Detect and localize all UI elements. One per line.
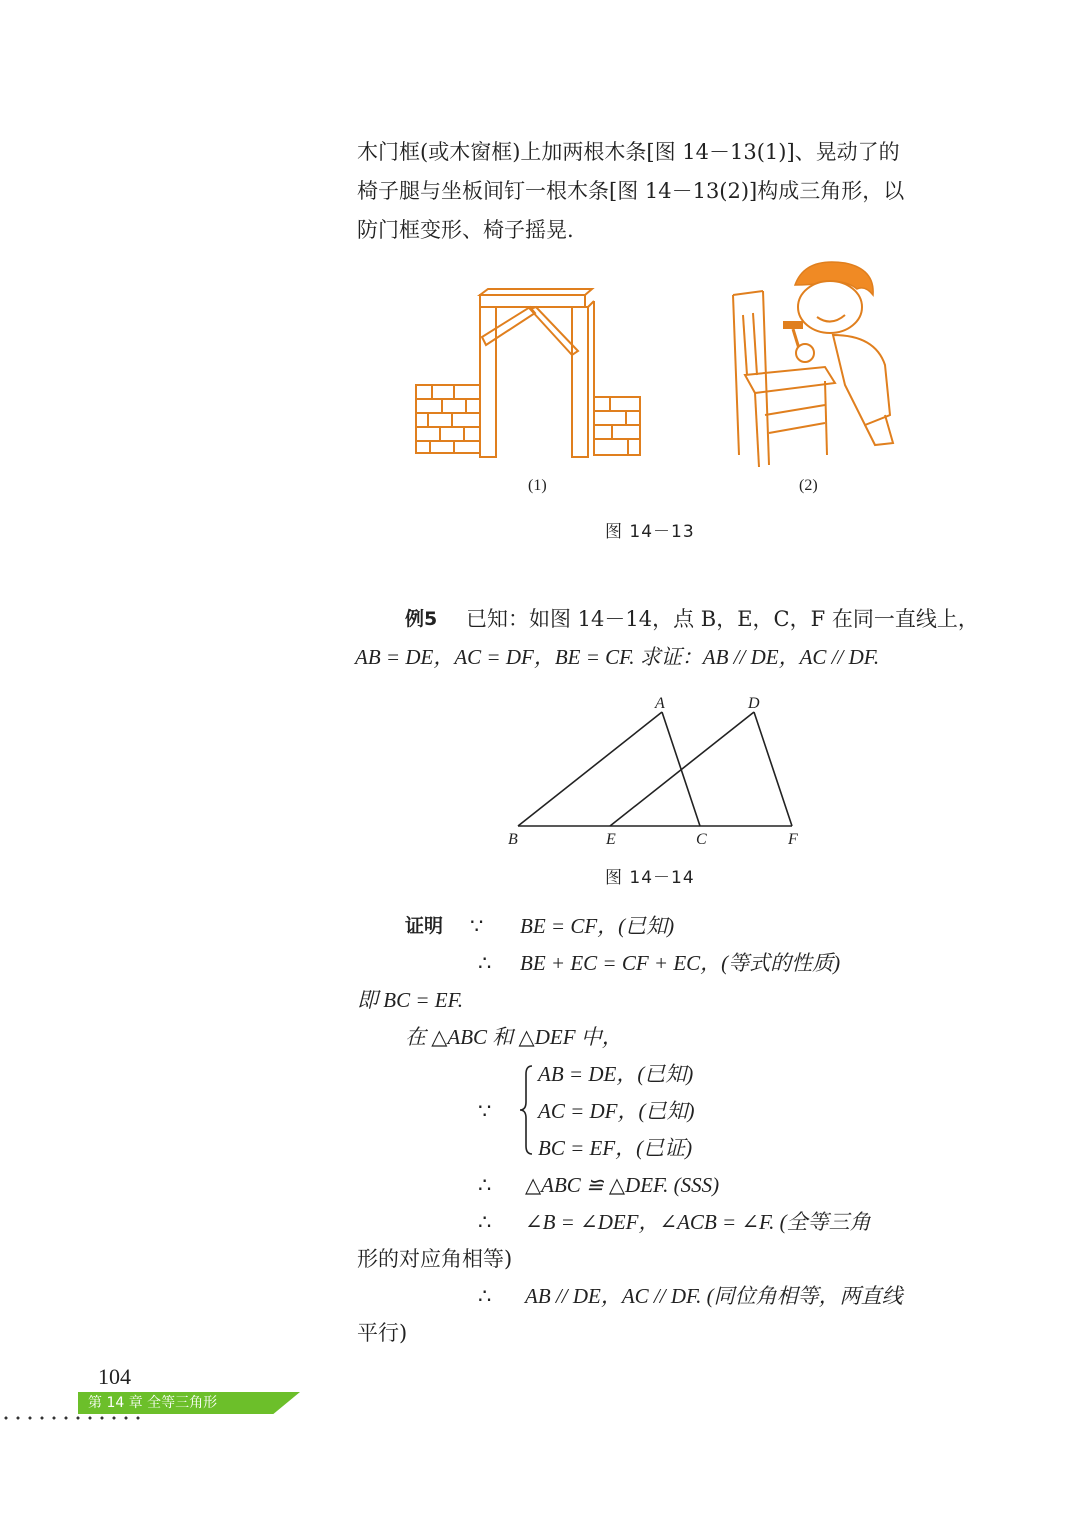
- point-label-A: A: [655, 695, 665, 712]
- point-label-D: D: [748, 695, 760, 712]
- segment-DF: [754, 712, 792, 826]
- door-frame-icon: [416, 289, 640, 457]
- point-label-B: B: [508, 831, 518, 848]
- intro-line-2: 椅子腿与坐板间钉一根木条[图 14－13(2)]构成三角形，以: [357, 179, 905, 203]
- proof-label: 证明: [405, 915, 444, 937]
- door-frame-illustration: [410, 285, 645, 470]
- figure-14-caption: 图 14－14: [605, 868, 695, 888]
- figure-13-caption: 图 14－13: [605, 522, 695, 542]
- boy-chair-illustration: [725, 255, 900, 470]
- figure-13-sub-2: (2): [799, 477, 818, 494]
- example-line-2: AB = DE，AC = DF，BE = CF. 求证：AB // DE，AC // DF.: [355, 645, 880, 669]
- proof-line-7-cont: 平行): [357, 1321, 408, 1345]
- example-line-1: 已知：如图 14－14，点 B，E，C，F 在同一直线上，: [466, 607, 979, 631]
- intro-line-1: 木门框(或木窗框)上加两根木条[图 14－13(1)]、晃动了的: [357, 140, 900, 164]
- point-label-E: E: [606, 831, 616, 848]
- therefore-symbol: ∴: [478, 1210, 492, 1234]
- proof-line-7: AB // DE，AC // DF. (同位角相等，两直线: [525, 1284, 903, 1308]
- figure-13-sub-1: (1): [528, 477, 547, 494]
- chapter-title: 第 14 章 全等三角形: [88, 1395, 218, 1411]
- because-symbol: ∵: [478, 1099, 492, 1123]
- proof-line-4: 在 △ABC 和 △DEF 中，: [405, 1025, 623, 1049]
- point-label-C: C: [696, 831, 707, 848]
- brace-line-1: AB = DE，(已知): [538, 1062, 694, 1086]
- intro-line-3: 防门框变形、椅子摇晃.: [357, 218, 574, 242]
- page-number: 104: [98, 1364, 131, 1389]
- boy-icon: [783, 262, 893, 445]
- proof-line-2: BE + EC = CF + EC，(等式的性质): [520, 951, 841, 975]
- figure-14-diagram: [500, 690, 820, 850]
- therefore-symbol: ∴: [478, 1173, 492, 1197]
- proof-line-6: ∠B = ∠DEF，∠ACB = ∠F. (全等三角: [525, 1210, 871, 1234]
- left-brace-icon: [518, 1062, 536, 1158]
- proof-line-3: 即 BC = EF.: [357, 988, 463, 1012]
- example-label: 例5: [405, 608, 438, 630]
- footer-dots: [0, 1414, 140, 1422]
- proof-line-5: △ABC ≌ △DEF. (SSS): [525, 1173, 720, 1197]
- proof-line-6-cont: 形的对应角相等): [357, 1247, 513, 1271]
- therefore-symbol: ∴: [478, 1284, 492, 1308]
- therefore-symbol: ∴: [478, 951, 492, 975]
- brace-line-2: AC = DF，(已知): [538, 1099, 695, 1123]
- segment-DE: [610, 712, 754, 826]
- brace-line-3: BC = EF，(已证): [538, 1136, 693, 1160]
- point-label-F: F: [788, 831, 798, 848]
- because-symbol: ∵: [470, 914, 484, 938]
- segment-AB: [518, 712, 662, 826]
- proof-line-1: BE = CF，(已知): [520, 914, 675, 938]
